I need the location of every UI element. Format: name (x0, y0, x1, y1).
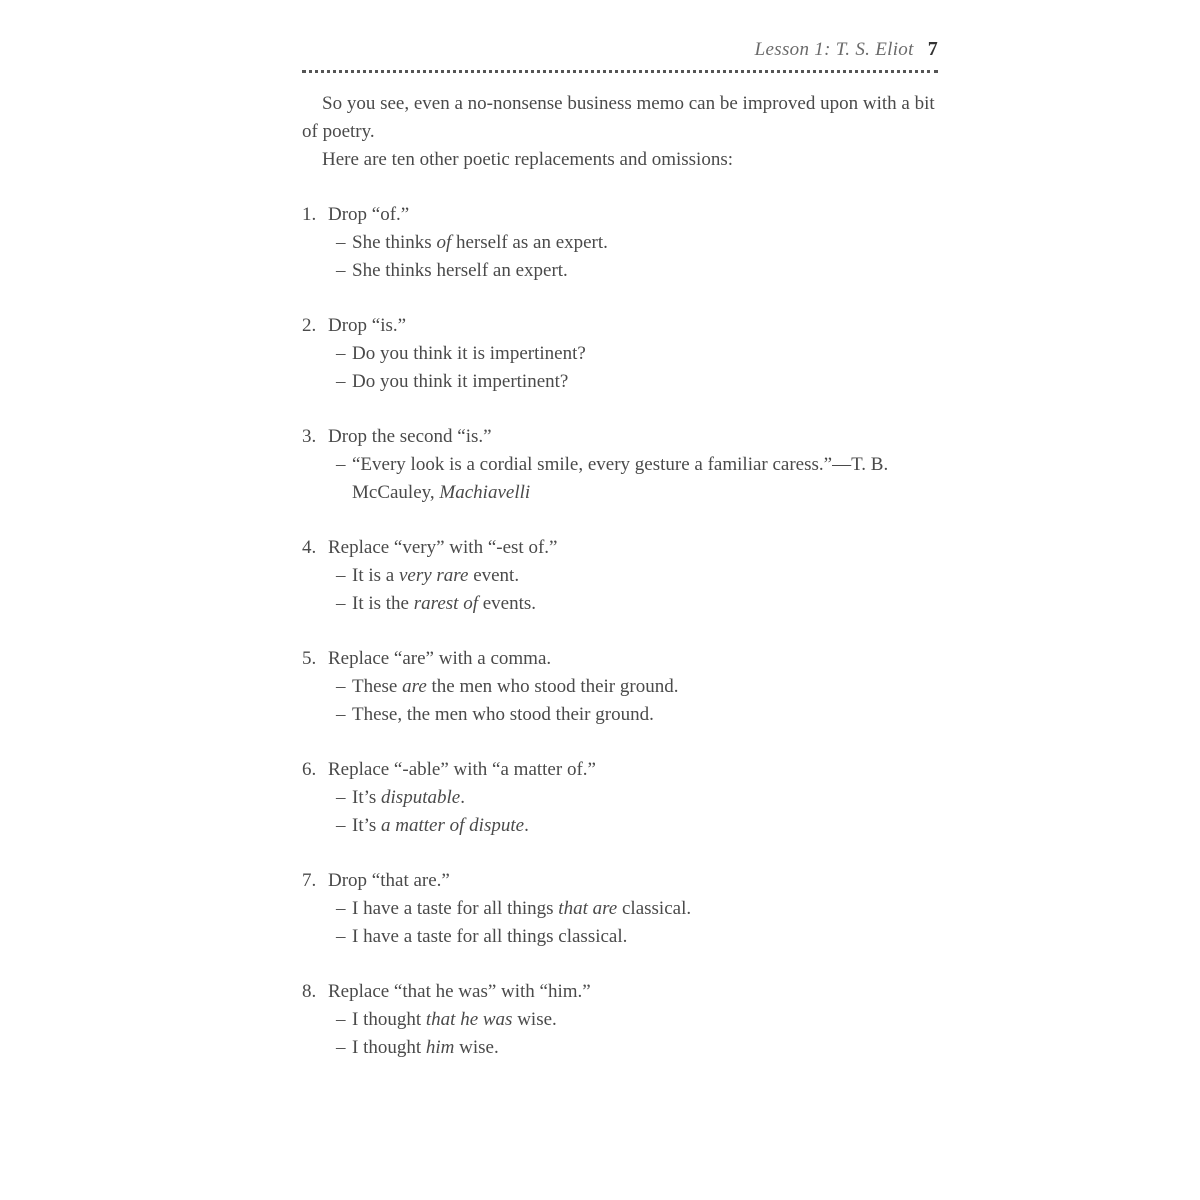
example-sentence (336, 895, 942, 923)
italic-text: disputable (381, 787, 461, 808)
italic-text: a matter of dispute (381, 815, 525, 836)
example-bullet: – (336, 815, 346, 836)
example-bullet: – (336, 232, 346, 253)
example-sentence (336, 340, 942, 368)
rule-title: Replace “very” with “-est of.” (328, 537, 558, 558)
example-text: These, the men who stood their ground. (352, 704, 654, 725)
example-text: Do you think it is impertinent? (352, 343, 586, 364)
rule-heading (302, 423, 942, 451)
example-text: . (524, 815, 529, 836)
rule-item (302, 534, 942, 618)
example-bullet: – (336, 1037, 346, 1058)
example-bullet: – (336, 454, 346, 475)
intro-paragraph: So you see, even a no-nonsense business memo can be improved upon with a bit of poetry. (302, 93, 935, 142)
rule-heading (302, 534, 942, 562)
rule-title: Drop “is.” (328, 315, 407, 336)
example-text: herself as an expert. (451, 232, 608, 253)
example-text: event. (468, 565, 520, 586)
example-text: I thought (352, 1037, 426, 1058)
rule-item (302, 645, 942, 729)
italic-text: that are (558, 898, 618, 919)
rule-number: 4. (302, 537, 317, 558)
rule-number: 8. (302, 981, 317, 1002)
rule-item (302, 423, 942, 507)
rule-item (302, 867, 942, 951)
italic-text: rarest of (413, 593, 478, 614)
example-sentence (336, 673, 942, 701)
rule-title: Drop “that are.” (328, 870, 450, 891)
rule-title: Replace “are” with a comma. (328, 648, 552, 669)
running-header (302, 38, 938, 61)
example-text: I thought (352, 1009, 426, 1030)
example-bullet: – (336, 371, 346, 392)
example-sentence (336, 257, 942, 285)
rule-number: 3. (302, 426, 317, 447)
example-text: Do you think it impertinent? (352, 371, 569, 392)
example-text: events. (477, 593, 537, 614)
example-text: I have a taste for all things classical. (352, 926, 628, 947)
example-sentence (336, 784, 942, 812)
rule-heading (302, 978, 942, 1006)
example-sentence (336, 590, 942, 618)
rule-title: Drop “of.” (328, 204, 410, 225)
example-sentence (336, 812, 942, 840)
rule-title: Replace “-able” with “a matter of.” (328, 759, 596, 780)
example-text: She thinks herself an expert. (352, 260, 568, 281)
rule-title: Drop the second “is.” (328, 426, 492, 447)
example-sentence (336, 1034, 942, 1062)
rule-item (302, 201, 942, 285)
example-bullet: – (336, 565, 346, 586)
example-bullet: – (336, 593, 346, 614)
example-bullet: – (336, 787, 346, 808)
intro-paragraph: Here are ten other poetic replacements and omissions: (322, 149, 733, 170)
rule-number: 5. (302, 648, 317, 669)
example-sentence (336, 451, 942, 507)
example-bullet: – (336, 260, 346, 281)
rule-number: 6. (302, 759, 317, 780)
example-text: It’s (352, 815, 382, 836)
rules-list (302, 201, 942, 1062)
rule-number: 2. (302, 315, 317, 336)
rule-number: 1. (302, 204, 317, 225)
example-sentence (336, 562, 942, 590)
example-sentence (336, 701, 942, 729)
example-text: classical. (617, 898, 692, 919)
example-sentence (336, 1006, 942, 1034)
example-text: the men who stood their ground. (426, 676, 679, 697)
example-bullet: – (336, 898, 346, 919)
header-divider (302, 70, 938, 73)
rule-item (302, 978, 942, 1062)
example-text: wise. (512, 1009, 557, 1030)
italic-text: Machiavelli (439, 482, 531, 503)
rule-heading (302, 867, 942, 895)
italic-text: that he was (425, 1009, 513, 1030)
rule-heading (302, 312, 942, 340)
rule-heading (302, 756, 942, 784)
rule-heading (302, 201, 942, 229)
example-bullet: – (336, 704, 346, 725)
italic-text: are (402, 676, 427, 697)
rule-title: Replace “that he was” with “him.” (328, 981, 591, 1002)
example-text: It is the (352, 593, 414, 614)
rule-item (302, 312, 942, 396)
example-sentence (336, 923, 942, 951)
example-sentence (336, 368, 942, 396)
page-number: 7 (927, 38, 938, 60)
page-body (302, 90, 942, 1089)
example-text: “Every look is a cordial smile, every gesture a familiar caress.”—T. B. McCauley, (352, 454, 889, 503)
rule-item (302, 756, 942, 840)
example-bullet: – (336, 1009, 346, 1030)
rule-heading (302, 645, 942, 673)
example-bullet: – (336, 676, 346, 697)
example-bullet: – (336, 926, 346, 947)
running-head: Lesson 1: T. S. Eliot (754, 39, 914, 60)
example-sentence (336, 229, 942, 257)
italic-text: of (436, 232, 452, 253)
example-text: It’s (352, 787, 382, 808)
example-text: It is a (352, 565, 399, 586)
example-text: . (460, 787, 465, 808)
example-text: I have a taste for all things (352, 898, 559, 919)
example-bullet: – (336, 343, 346, 364)
example-text: wise. (454, 1037, 499, 1058)
rule-number: 7. (302, 870, 317, 891)
example-text: These (352, 676, 403, 697)
italic-text: very rare (398, 565, 469, 586)
italic-text: him (425, 1037, 455, 1058)
example-text: She thinks (352, 232, 437, 253)
